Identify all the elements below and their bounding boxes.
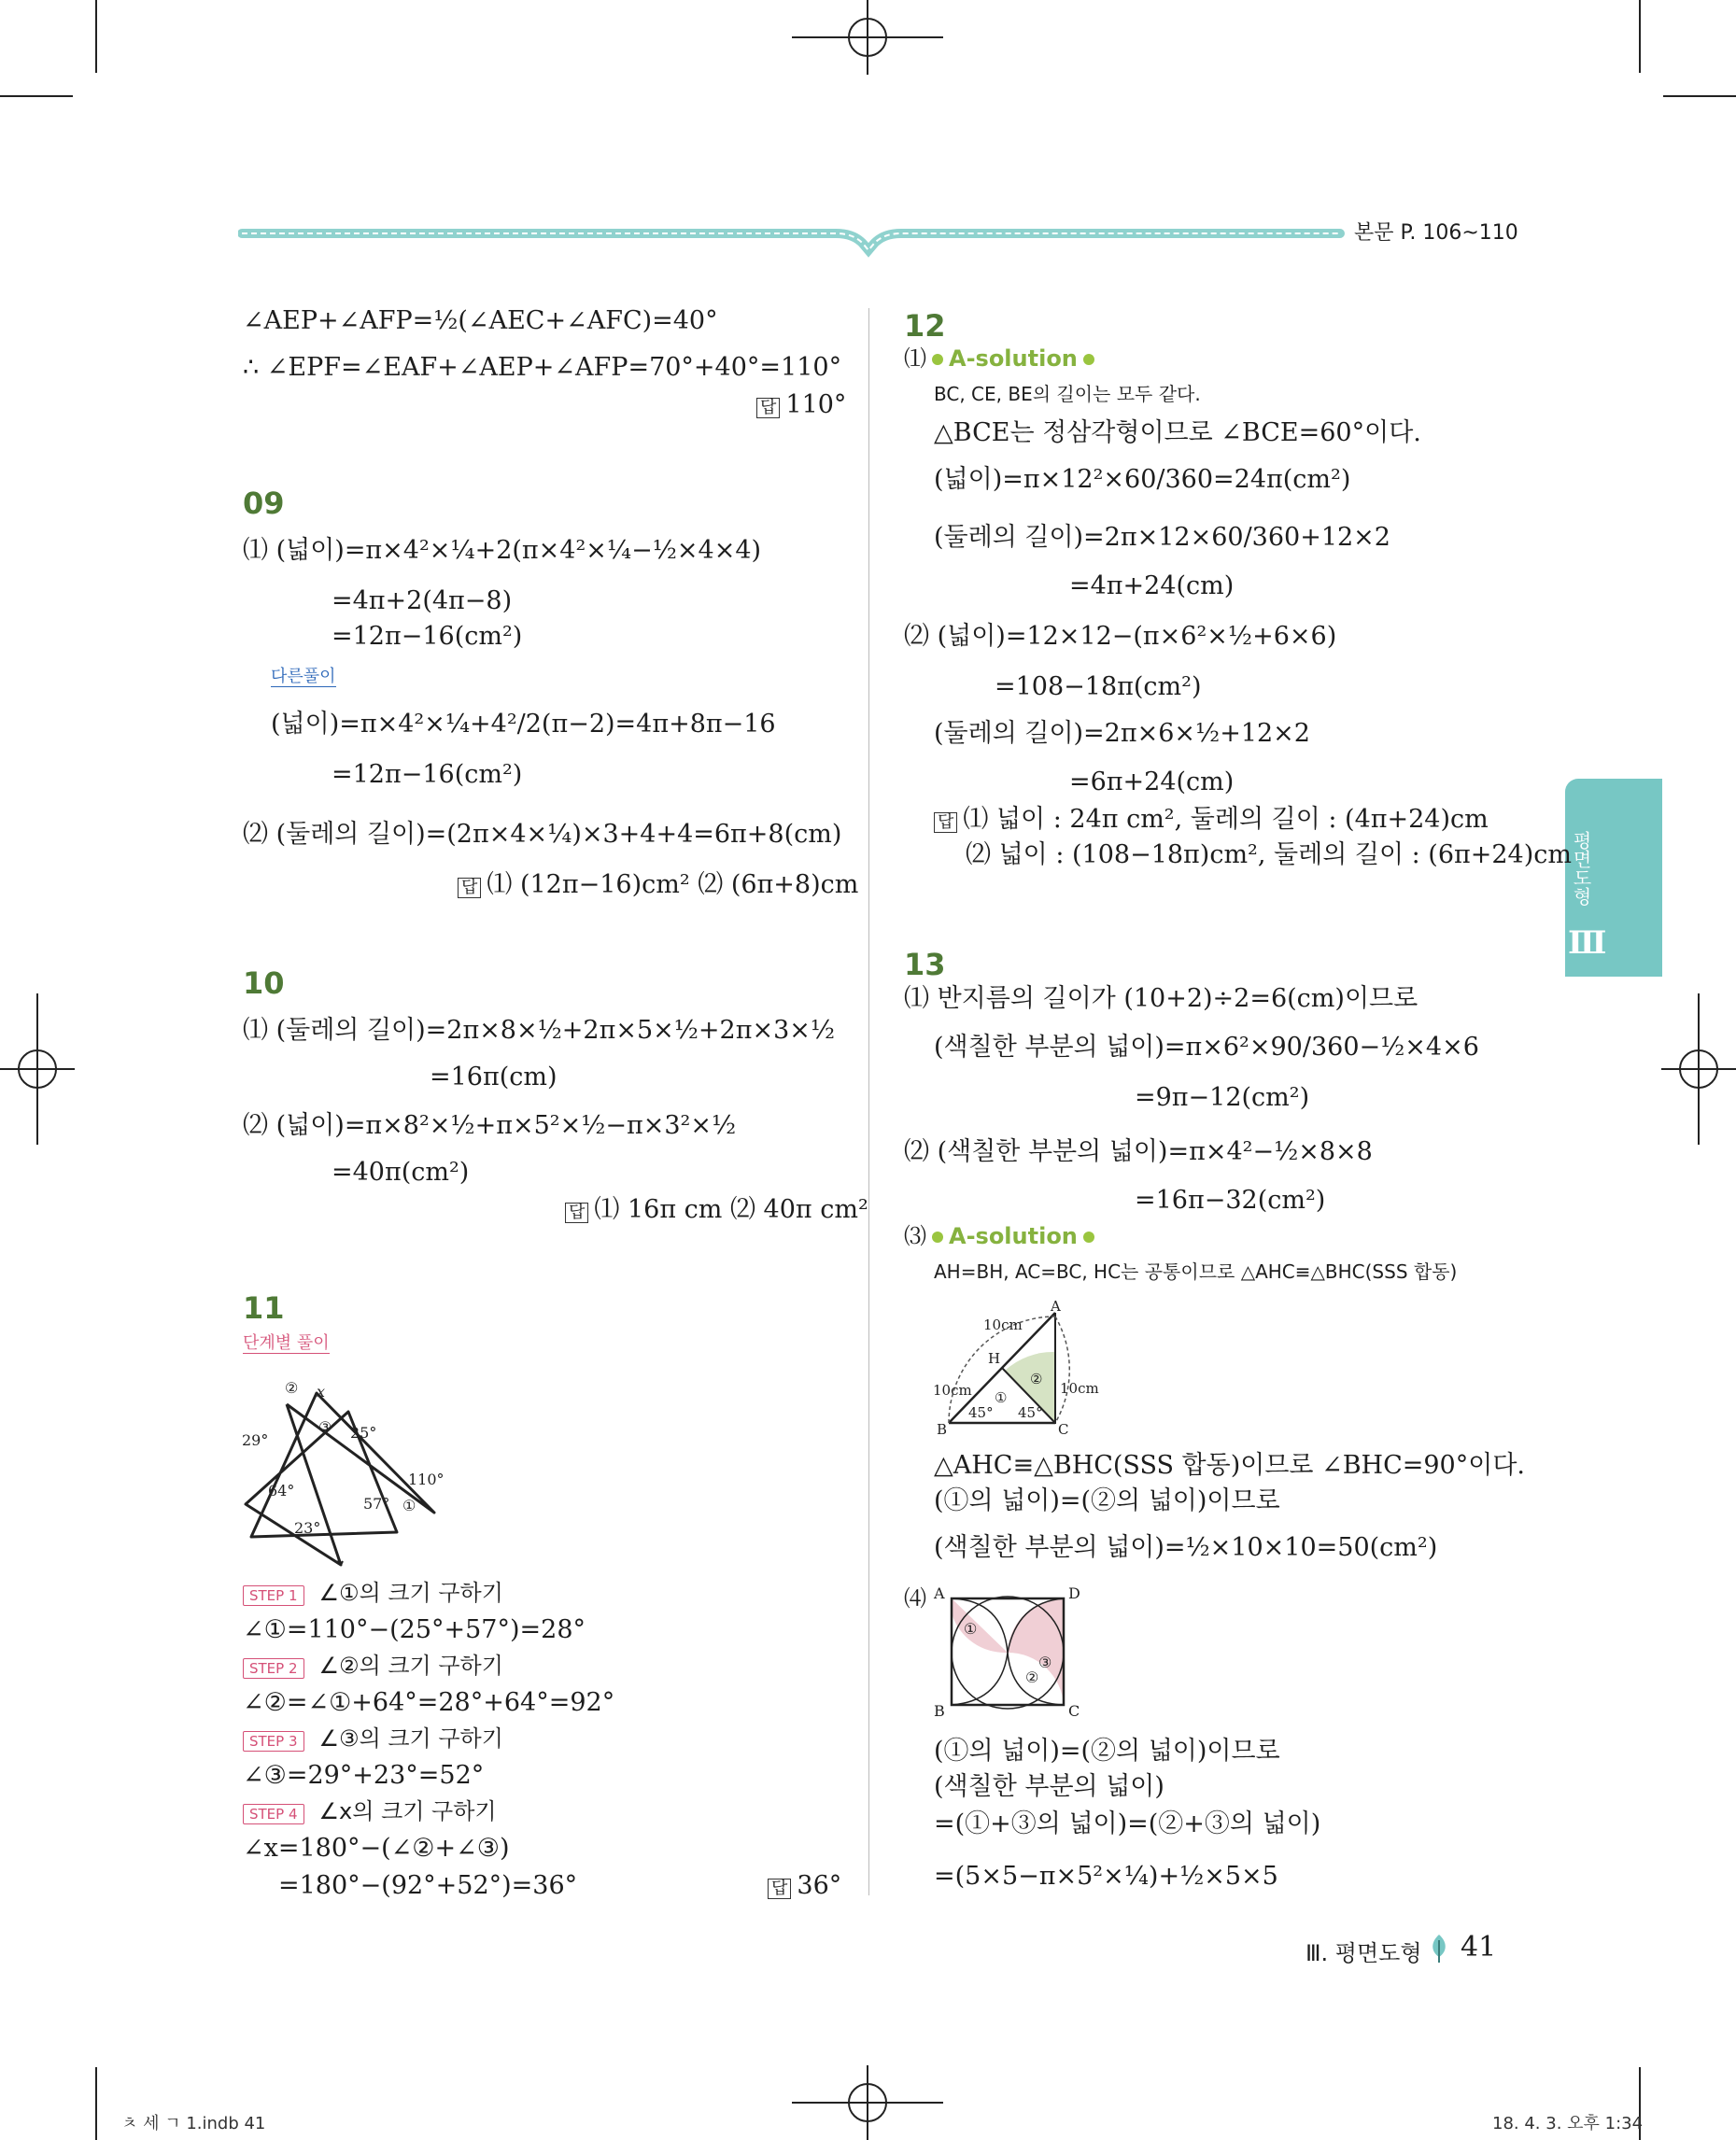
- step-calc: ∠②=∠①+64°=28°+64°=92°: [243, 1688, 615, 1717]
- square-figure: [928, 1582, 1096, 1722]
- bullet-dot: [932, 354, 943, 365]
- solution-line: =12π−16(cm²): [332, 622, 523, 651]
- bullet-dot: [932, 1232, 943, 1243]
- solution-line: (넓이)=π×12²×60/360=24π(cm²): [934, 465, 1351, 494]
- fig-label: D: [1068, 1584, 1080, 1602]
- step-title: ∠②의 크기 구하기: [318, 1653, 503, 1679]
- note-line: AH=BH, AC=BC, HC는 공통이므로 △AHC≡△BHC(SSS 합동): [934, 1260, 1458, 1283]
- step-solution-label: 단계별 풀이: [243, 1333, 330, 1353]
- solution-line: =4π+2(4π−8): [332, 586, 513, 615]
- fig-label: A: [934, 1584, 945, 1602]
- fig-label: 10cm: [1060, 1380, 1099, 1397]
- solution-line: =16π−32(cm²): [1135, 1186, 1326, 1215]
- solution-line: ⑴ 반지름의 길이가 (10+2)÷2=6(cm)이므로: [904, 984, 1418, 1013]
- solution-line: (둘레의 길이)=2π×6×½+12×2: [934, 719, 1310, 748]
- fig-label: 23°: [294, 1519, 321, 1537]
- eq-line: ∠AEP+∠AFP=½(∠AEC+∠AFC)=40°: [243, 306, 718, 335]
- registration-mark-bottom: [792, 2065, 943, 2140]
- step-title: ∠③의 크기 구하기: [318, 1725, 503, 1752]
- fig-label: ③: [318, 1418, 332, 1436]
- crop-mark: [1663, 95, 1736, 97]
- answer-mark: 답: [756, 398, 780, 418]
- triangle-figure: [929, 1296, 1116, 1436]
- chapter-tab-roman: Ⅲ: [1568, 924, 1607, 962]
- crop-mark: [95, 0, 97, 73]
- page-number: 41: [1461, 1931, 1497, 1964]
- crop-mark: [95, 2067, 97, 2140]
- fig-label: ②: [1025, 1668, 1039, 1686]
- fig-label: 29°: [242, 1431, 269, 1449]
- solution-line: △AHC≡△BHC(SSS 합동)이므로 ∠BHC=90°이다.: [934, 1451, 1525, 1480]
- fig-label: ③: [1038, 1654, 1052, 1671]
- solution-line: (색칠한 부분의 넓이)=½×10×10=50(cm²): [934, 1533, 1438, 1562]
- bullet-dot: [1083, 1232, 1094, 1243]
- solution-line: △BCE는 정삼각형이므로 ∠BCE=60°이다.: [934, 418, 1421, 447]
- chapter-tab-label: 평면도형: [1570, 831, 1592, 906]
- solution-line: ⑴ (둘레의 길이)=2π×8×½+2π×5×½+2π×3×½: [243, 1016, 836, 1045]
- step-calc: ∠③=29°+23°=52°: [243, 1761, 485, 1790]
- step-title: ∠x의 크기 구하기: [318, 1798, 497, 1824]
- fig-label: 45°: [968, 1404, 994, 1421]
- registration-mark-top: [792, 0, 943, 75]
- note-line: BC, CE, BE의 길이는 모두 같다.: [934, 383, 1201, 405]
- solution-line: =9π−12(cm²): [1135, 1083, 1310, 1112]
- fig-label: C: [1068, 1702, 1080, 1720]
- registration-mark-right: [1661, 993, 1736, 1145]
- a-solution-label: A-solution: [949, 345, 1078, 372]
- problem-number: 12: [904, 308, 946, 344]
- crop-mark: [1639, 0, 1641, 73]
- answer-mark: 답: [768, 1879, 791, 1899]
- fig-label: H: [988, 1350, 1001, 1367]
- solution-line: ⑵ (넓이)=π×8²×½+π×5²×½−π×3²×½: [243, 1111, 737, 1140]
- answer-value: ⑴ 넓이 : 24π cm², 둘레의 길이 : (4π+24)cm: [963, 805, 1489, 834]
- fig-label: x: [317, 1383, 326, 1401]
- step-tag: STEP 3: [243, 1731, 304, 1752]
- part-label: ⑷: [904, 1585, 926, 1612]
- fig-label: B: [937, 1421, 948, 1436]
- solution-line: =(①+③의 넓이)=(②+③의 넓이): [934, 1809, 1321, 1838]
- registration-mark-left: [0, 993, 75, 1145]
- solution-line: ⑴ (넓이)=π×4²×¼+2(π×4²×¼−½×4×4): [243, 536, 762, 565]
- answer-value: ⑴ 16π cm ⑵ 40π cm²: [594, 1195, 868, 1224]
- problem-number: 11: [243, 1290, 285, 1326]
- solution-line: =12π−16(cm²): [332, 760, 523, 789]
- solution-line: =108−18π(cm²): [995, 672, 1202, 701]
- step-calc: ∠x=180°−(∠②+∠③): [243, 1834, 510, 1863]
- fig-label: 64°: [268, 1482, 295, 1499]
- solution-line: (색칠한 부분의 넓이)=π×6²×90/360−½×4×6: [934, 1033, 1479, 1062]
- solution-line: ⑵ (넓이)=12×12−(π×6²×½+6×6): [904, 622, 1337, 651]
- solution-line: (①의 넓이)=(②의 넓이)이므로: [934, 1737, 1280, 1766]
- step-tag: STEP 4: [243, 1804, 304, 1824]
- fig-label: ①: [964, 1620, 978, 1638]
- solution-line: =40π(cm²): [332, 1158, 470, 1187]
- fig-label: 10cm: [933, 1382, 972, 1399]
- solution-line: =6π+24(cm): [1069, 767, 1235, 796]
- bullet-dot: [1083, 354, 1094, 365]
- solution-line: (색칠한 부분의 넓이): [934, 1772, 1164, 1801]
- fig-label: 10cm: [983, 1316, 1023, 1333]
- fig-label: 57°: [363, 1495, 390, 1513]
- column-divider: [868, 308, 869, 1895]
- print-footer-left: ㅊ 세 ㄱ 1.indb 41: [121, 2114, 266, 2133]
- answer-mark: 답: [934, 812, 957, 833]
- print-footer-right: 18. 4. 3. 오후 1:34: [1492, 2114, 1644, 2133]
- fig-label: ②: [285, 1379, 299, 1397]
- solution-line: (넓이)=π×4²×¼+4²/2(π−2)=4π+8π−16: [271, 710, 776, 739]
- solution-line: ⑵ (색칠한 부분의 넓이)=π×4²−½×8×8: [904, 1137, 1373, 1166]
- solution-line: ⑵ (둘레의 길이)=(2π×4×¼)×3+4+4=6π+8(cm): [243, 820, 842, 849]
- solution-line: =4π+24(cm): [1069, 571, 1235, 600]
- answer-mark: 답: [565, 1203, 588, 1223]
- fig-label: ①: [995, 1389, 1008, 1406]
- problem-number: 13: [904, 947, 946, 982]
- step-title: ∠①의 크기 구하기: [318, 1580, 503, 1606]
- fig-label: ①: [402, 1497, 416, 1514]
- solution-line: (①의 넓이)=(②의 넓이)이므로: [934, 1486, 1280, 1515]
- step-calc: ∠①=110°−(25°+57°)=28°: [243, 1615, 586, 1644]
- alt-solution-label: 다른풀이: [271, 667, 336, 686]
- header-ribbon: [238, 217, 1345, 260]
- problem-number: 10: [243, 965, 285, 1001]
- step-calc: =180°−(92°+52°)=36°: [278, 1871, 578, 1900]
- eq-line: ∴ ∠EPF=∠EAF+∠AEP+∠AFP=70°+40°=110°: [243, 353, 842, 382]
- fig-label: 45°: [1018, 1404, 1043, 1421]
- fig-label: ②: [1030, 1371, 1043, 1387]
- fig-label: C: [1058, 1421, 1069, 1436]
- chapter-footer: Ⅲ. 평면도형: [1306, 1940, 1422, 1966]
- page-reference: 본문 P. 106~110: [1354, 221, 1518, 245]
- answer-value: ⑴ (12π−16)cm² ⑵ (6π+8)cm: [487, 870, 859, 899]
- part-label: ⑴: [904, 345, 926, 372]
- answer-value: ⑵ 넓이 : (108−18π)cm², 둘레의 길이 : (6π+24)cm: [966, 840, 1572, 869]
- fig-label: A: [1051, 1298, 1061, 1315]
- answer-value: 110°: [785, 390, 847, 419]
- step-tag: STEP 2: [243, 1658, 304, 1679]
- step-tag: STEP 1: [243, 1585, 304, 1606]
- solution-line: (둘레의 길이)=2π×12×60/360+12×2: [934, 523, 1390, 552]
- answer-mark: 답: [458, 878, 481, 898]
- solution-line: =16π(cm): [430, 1063, 557, 1091]
- solution-line: =(5×5−π×5²×¼)+½×5×5: [934, 1862, 1278, 1891]
- leaf-icon: [1429, 1933, 1449, 1964]
- star-figure: [238, 1363, 453, 1578]
- answer-value: 36°: [797, 1871, 842, 1900]
- crop-mark: [0, 95, 73, 97]
- part-label: ⑶: [904, 1223, 926, 1249]
- fig-label: 110°: [408, 1471, 445, 1488]
- a-solution-label: A-solution: [949, 1223, 1078, 1249]
- problem-number: 09: [243, 486, 285, 521]
- fig-label: B: [934, 1702, 945, 1720]
- fig-label: 25°: [350, 1424, 377, 1442]
